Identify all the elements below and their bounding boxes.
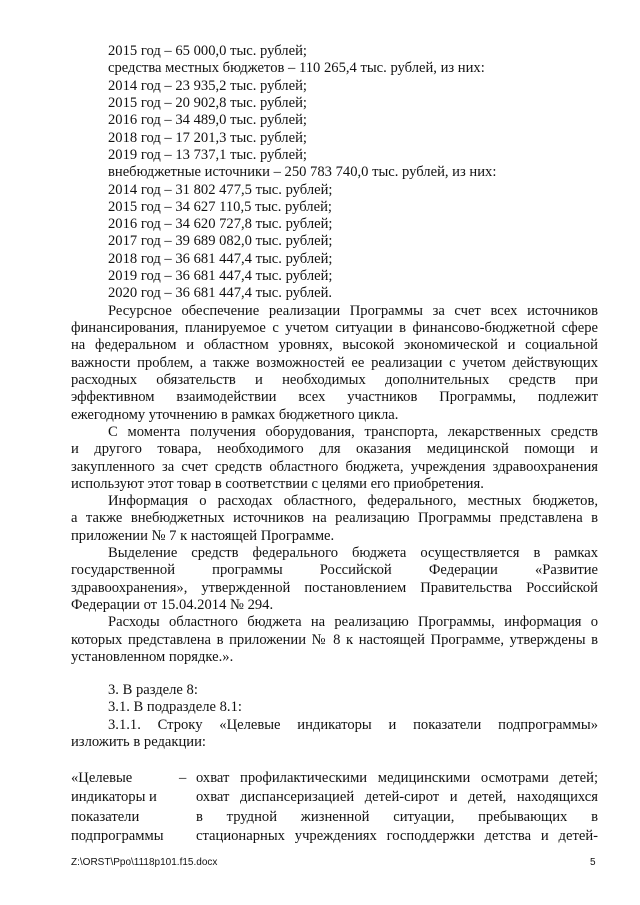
paragraph-line: государственной программы Российской Федерации «Развитие <box>71 562 598 578</box>
paragraph-line: здравоохранения», утвержденной постановлением Правительства Российской <box>71 580 598 596</box>
text-line: 2015 год – 65 000,0 тыс. рублей; <box>108 43 307 59</box>
table-cell: охват диспансеризацией детей-сирот и детей, находящихся <box>196 789 598 805</box>
text-line: 2017 год – 39 689 082,0 тыс. рублей; <box>108 233 333 249</box>
text-line: 2018 год – 36 681 447,4 тыс. рублей; <box>108 251 333 267</box>
paragraph-line: Федерации от 15.04.2014 № 294. <box>71 597 274 613</box>
text-line: 2015 год – 20 902,8 тыс. рублей; <box>108 95 307 111</box>
paragraph-line: Ресурсное обеспечение реализации Программы за счет всех источников <box>108 303 598 319</box>
paragraph-line: расходных обязательств и необходимых дополнительных средств при <box>71 372 598 388</box>
paragraph-line: на федеральном и областном уровнях, высокой экономической и социальной <box>71 337 598 353</box>
table-cell: в трудной жизненной ситуации, пребывающих в <box>196 809 598 825</box>
page-number: 5 <box>590 857 596 868</box>
text-line: внебюджетные источники – 250 783 740,0 тыс. рублей, из них: <box>108 164 497 180</box>
text-line: 2019 год – 36 681 447,4 тыс. рублей; <box>108 268 333 284</box>
table-cell: охват профилактическими медицинскими осмотрами детей; <box>196 770 598 786</box>
text-line: 2020 год – 36 681 447,4 тыс. рублей. <box>108 285 333 301</box>
paragraph-line: которых представлена в приложении № 8 к настоящей Программе, утверждены в <box>71 632 598 648</box>
paragraph-line: финансирования, планируемое с учетом ситуации в финансово-бюджетной сфере <box>71 320 598 336</box>
paragraph-line: Расходы областного бюджета на реализацию Программы, информация о <box>108 614 598 630</box>
paragraph-line: эффективном взаимодействии всех участников Программы, подлежит <box>71 389 598 405</box>
table-cell: стационарных учреждениях господдержки детства и детей- <box>196 828 598 844</box>
footer-file-path: Z:\ORST\Ppo\1118p101.f15.docx <box>71 857 218 868</box>
paragraph-line: 3.1.1. Строку «Целевые индикаторы и показатели подпрограммы» <box>108 717 598 733</box>
paragraph-line: закупленного за счет средств областного бюджета, учреждения здравоохранения <box>71 459 598 475</box>
text-line: 2018 год – 17 201,3 тыс. рублей; <box>108 130 307 146</box>
paragraph-line: и другого товара, необходимого для оказания медицинской помощи и <box>71 441 598 457</box>
table-dash: – <box>179 770 187 786</box>
table-label: индикаторы и <box>71 789 157 805</box>
paragraph-line: изложить в редакции: <box>71 734 206 750</box>
paragraph-line: приложении № 7 к настоящей Программе. <box>71 528 335 544</box>
paragraph-line: установленном порядке.». <box>71 649 234 665</box>
paragraph-line: С момента получения оборудования, транспорта, лекарственных средств <box>108 424 598 440</box>
paragraph-line: а также внебюджетных источников на реализацию Программы представлена в <box>71 510 598 526</box>
text-line: 2019 год – 13 737,1 тыс. рублей; <box>108 147 307 163</box>
subsection-heading: 3.1. В подразделе 8.1: <box>108 699 242 715</box>
text-line: 2014 год – 23 935,2 тыс. рублей; <box>108 78 307 94</box>
text-line: 2015 год – 34 627 110,5 тыс. рублей; <box>108 199 332 215</box>
paragraph-line: ежегодному уточнению в рамках бюджетного цикла. <box>71 407 399 423</box>
paragraph-line: используют этот товар в соответствии с целями его приобретения. <box>71 476 484 492</box>
table-label: подпрограммы <box>71 828 164 844</box>
table-label: «Целевые <box>71 770 133 786</box>
table-label: показатели <box>71 809 140 825</box>
section-heading: 3. В разделе 8: <box>108 682 198 698</box>
paragraph-line: Информация о расходах областного, федерального, местных бюджетов, <box>108 493 598 509</box>
paragraph-line: важности проблем, а также возможностей ее реализации с учетом действующих <box>71 355 598 371</box>
text-line: средства местных бюджетов – 110 265,4 тыс. рублей, из них: <box>108 60 485 76</box>
text-line: 2016 год – 34 620 727,8 тыс. рублей; <box>108 216 333 232</box>
paragraph-line: Выделение средств федерального бюджета осуществляется в рамках <box>108 545 598 561</box>
text-line: 2014 год – 31 802 477,5 тыс. рублей; <box>108 182 333 198</box>
text-line: 2016 год – 34 489,0 тыс. рублей; <box>108 112 307 128</box>
